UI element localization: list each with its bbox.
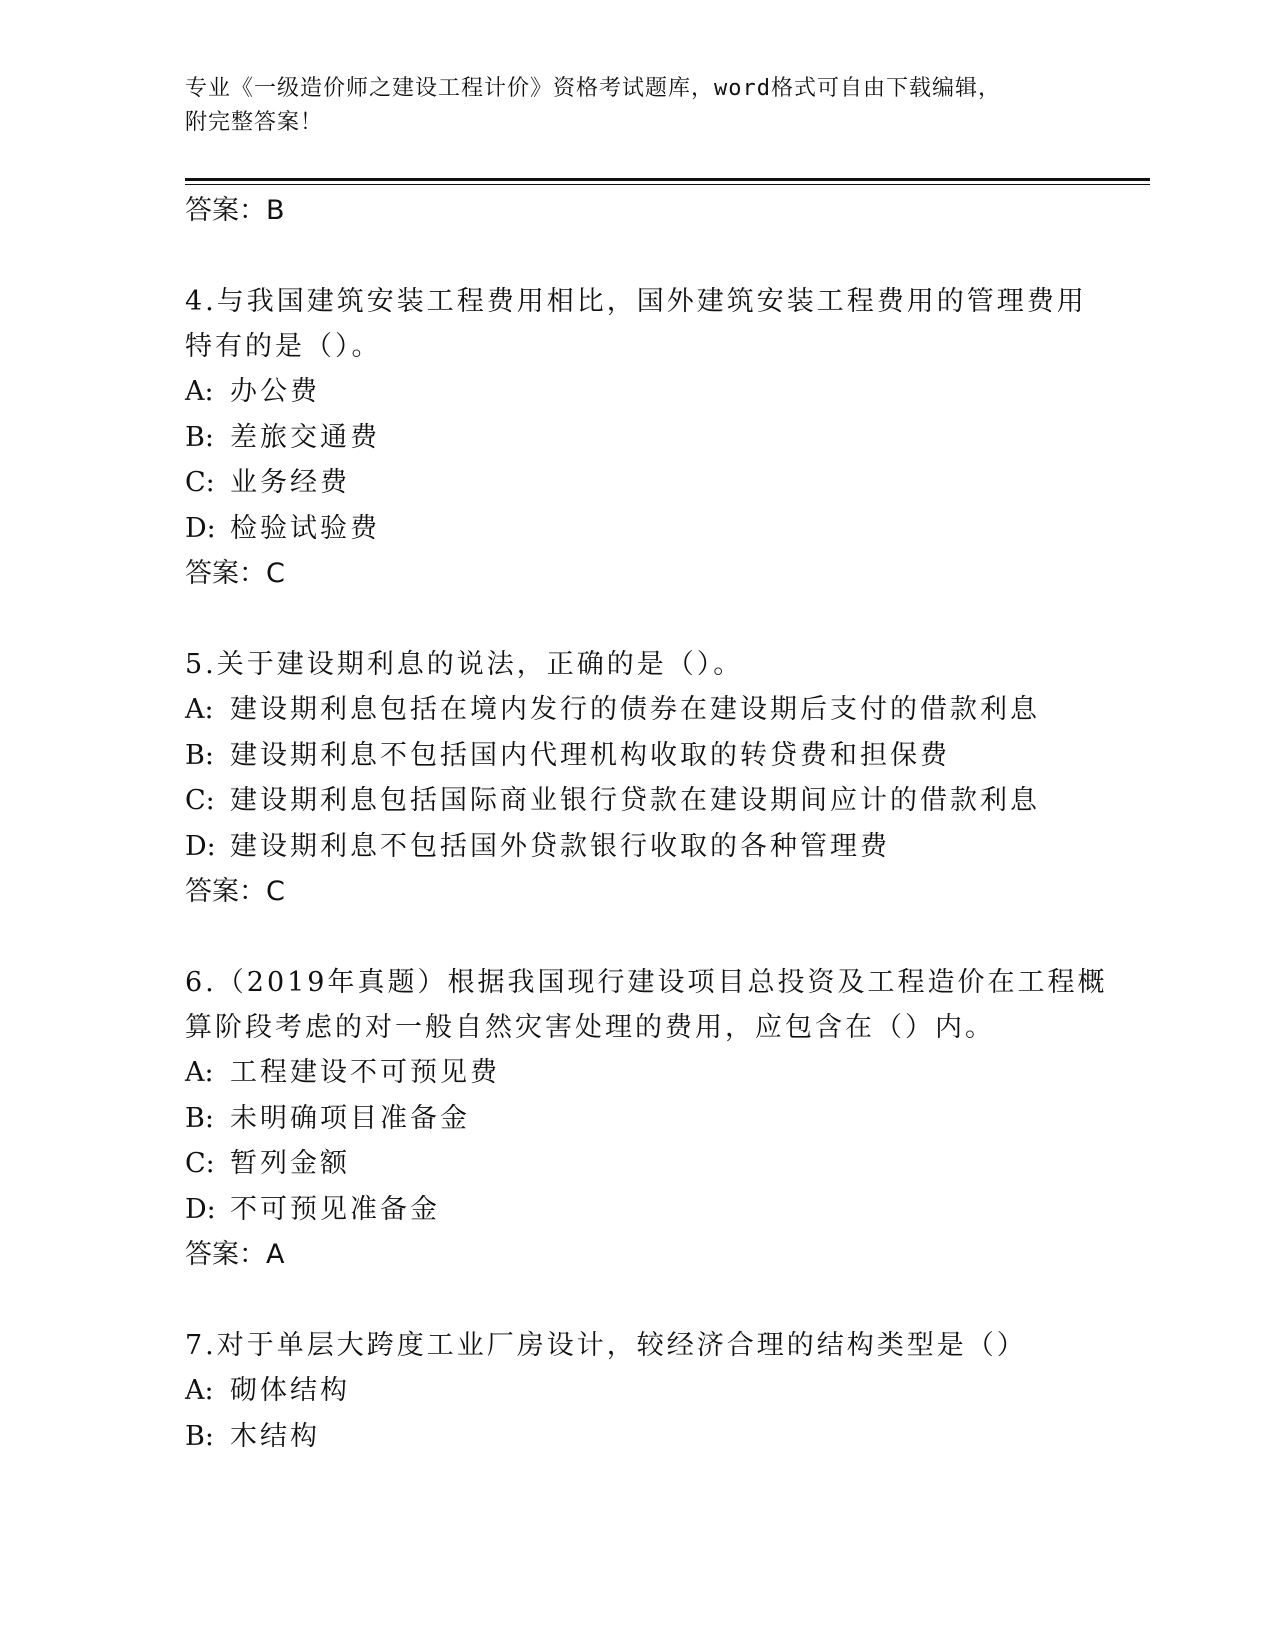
option-letter: D: xyxy=(185,512,216,544)
question-4 xyxy=(185,279,1085,597)
option-text: 办公费 xyxy=(230,376,320,407)
question-6-stem-line-2: 算阶段考虑的对一般自然灾害处理的费用，应包含在（）内。 xyxy=(185,1012,995,1043)
option-letter: B: xyxy=(185,1102,214,1134)
option-letter: D: xyxy=(185,830,216,862)
question-5-option-d xyxy=(185,824,1085,870)
spacer xyxy=(185,1278,1085,1323)
question-list xyxy=(185,188,1108,1459)
option-text: 建设期利息包括在境内发行的债券在建设期后支付的借款利息 xyxy=(230,694,1040,725)
option-letter: C: xyxy=(185,467,215,498)
header-line-2: 附完整答案！ xyxy=(185,110,324,135)
option-text: 建设期利息包括国际商业银行贷款在建设期间应计的借款利息 xyxy=(230,785,1040,816)
spacer xyxy=(185,915,1085,960)
document-header xyxy=(185,72,1085,140)
option-letter: B: xyxy=(185,739,214,771)
answer-5: 答案：C xyxy=(185,876,285,907)
question-6-option-c xyxy=(185,1141,1085,1187)
question-4-stem-line-1: 4.与我国建筑安装工程费用相比，国外建筑安装工程费用的管理费用 xyxy=(185,286,1087,317)
option-text: 业务经费 xyxy=(230,467,350,498)
option-letter: C: xyxy=(185,1148,215,1179)
option-text: 木结构 xyxy=(230,1420,320,1452)
question-4-option-a xyxy=(185,369,1085,415)
question-7-option-b xyxy=(185,1414,1085,1460)
spacer xyxy=(185,234,1085,279)
question-5-option-c xyxy=(185,778,1085,824)
question-5 xyxy=(185,642,1085,915)
question-4-option-c xyxy=(185,460,1085,506)
question-7 xyxy=(185,1323,1085,1459)
option-text: 建设期利息不包括国内代理机构收取的转贷费和担保费 xyxy=(230,739,950,771)
question-6-option-d xyxy=(185,1187,1085,1233)
option-text: 差旅交通费 xyxy=(230,421,380,453)
option-text: 未明确项目准备金 xyxy=(230,1102,470,1134)
header-rule-thick xyxy=(185,178,1150,181)
option-letter: B: xyxy=(185,421,214,453)
question-4-option-b xyxy=(185,415,1085,461)
question-4-option-d xyxy=(185,506,1085,552)
answer-6: 答案：A xyxy=(185,1239,285,1270)
answer-4: 答案：C xyxy=(185,558,285,589)
option-letter: A: xyxy=(185,376,214,407)
question-4-stem-line-2: 特有的是（）。 xyxy=(185,331,382,362)
answer-3: 答案：B xyxy=(185,195,285,226)
option-letter: B: xyxy=(185,1420,214,1452)
option-letter: C: xyxy=(185,785,215,816)
option-text: 不可预见准备金 xyxy=(230,1193,440,1225)
question-6-option-a xyxy=(185,1050,1085,1096)
question-7-stem-line-1: 7.对于单层大跨度工业厂房设计，较经济合理的结构类型是（） xyxy=(185,1330,1027,1361)
question-7-option-a xyxy=(185,1368,1085,1414)
question-5-option-b xyxy=(185,733,1085,779)
option-text: 工程建设不可预见费 xyxy=(230,1057,500,1088)
question-6 xyxy=(185,960,1108,1278)
header-rule-thin xyxy=(185,184,1150,185)
option-letter: A: xyxy=(185,694,214,725)
option-text: 检验试验费 xyxy=(230,512,380,544)
question-5-stem-line-1: 5.关于建设期利息的说法，正确的是（）。 xyxy=(185,649,744,680)
question-5-option-a xyxy=(185,687,1085,733)
question-6-stem-line-1: 6.（2019年真题）根据我国现行建设项目总投资及工程造价在工程概 xyxy=(185,967,1108,998)
question-6-option-b xyxy=(185,1096,1085,1142)
option-text: 暂列金额 xyxy=(230,1148,350,1179)
header-line-1: 专业《一级造价师之建设工程计价》资格考试题库，word格式可自由下载编辑， xyxy=(185,76,1001,101)
option-letter: A: xyxy=(185,1057,214,1088)
option-letter: A: xyxy=(185,1375,214,1406)
option-letter: D: xyxy=(185,1193,216,1225)
spacer xyxy=(185,597,1085,642)
option-text: 砌体结构 xyxy=(230,1375,350,1406)
option-text: 建设期利息不包括国外贷款银行收取的各种管理费 xyxy=(230,830,890,862)
